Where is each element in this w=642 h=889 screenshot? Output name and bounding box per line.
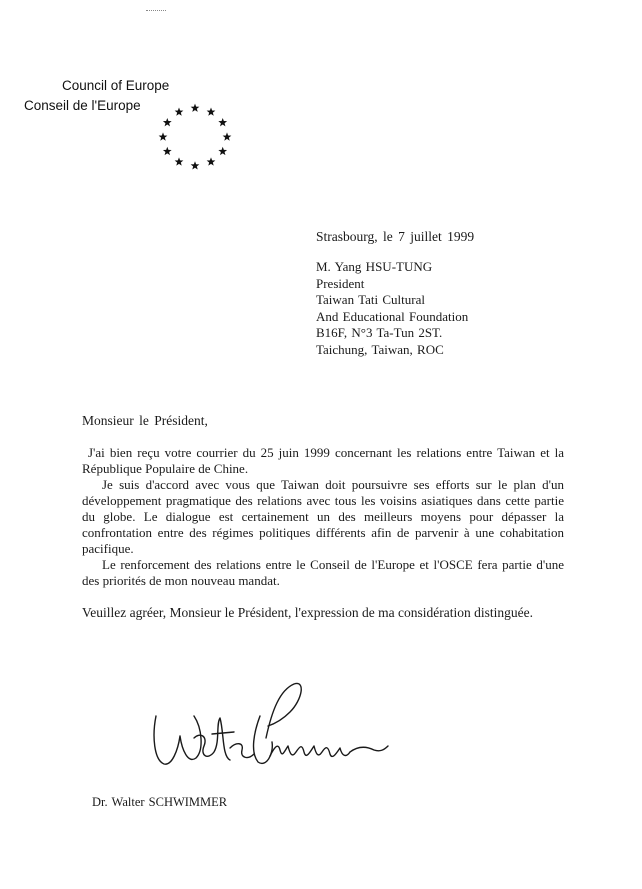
star-icon: [207, 157, 216, 165]
star-icon: [218, 147, 227, 155]
paragraph-2: Je suis d'accord avec vous que Taiwan doit poursuivre ses efforts sur le plan d'un développement pragmatique des relations avec tous les voisins asiatiques dans cette partie du globe. Le dialogue est certainement un des meilleurs moyens pour dépasser la confrontation entre des régimes politiques différents afin de parvenir à une cohabitation pacifique.: [82, 477, 564, 556]
recipient-org-line2: And Educational Foundation: [316, 308, 469, 324]
star-icon: [163, 118, 172, 126]
star-icon: [159, 132, 168, 140]
handwritten-signature-icon: [150, 676, 390, 772]
recipient-org-line1: Taiwan Tati Cultural: [316, 292, 425, 307]
eu-stars-icon: [150, 97, 240, 177]
star-icon: [223, 132, 232, 140]
recipient-street: B16F, N°3 Ta-Tun 2ST.: [316, 325, 443, 340]
signer-name: Dr. Walter SCHWIMMER: [92, 795, 228, 809]
star-icon: [207, 107, 216, 115]
star-icon: [191, 104, 200, 112]
place-date: Strasbourg, le 7 juillet 1999: [316, 229, 475, 244]
paragraph-3: Le renforcement des relations entre le Conseil de l'Europe et l'OSCE fera partie d'une des priorités de mon nouveau mandat.: [82, 557, 564, 588]
letterhead-french: Conseil de l'Europe: [24, 98, 141, 113]
star-icon: [163, 147, 172, 155]
star-icon: [191, 161, 200, 169]
star-icon: [175, 107, 184, 115]
scan-speck: [146, 10, 166, 15]
salutation: Monsieur le Président,: [82, 413, 208, 428]
recipient-title: President: [316, 275, 365, 291]
letterhead: [24, 76, 169, 116]
closing-formula: Veuillez agréer, Monsieur le Président, l'expression de ma considération distinguée.: [82, 605, 534, 620]
letterhead-english: Council of Europe: [62, 78, 170, 93]
recipient-name: M. Yang HSU-TUNG: [316, 259, 433, 274]
star-icon: [175, 157, 184, 165]
recipient-address: [316, 259, 468, 358]
letter-body: [82, 445, 564, 589]
paragraph-1: J'ai bien reçu votre courrier du 25 juin 1999 concernant les relations entre Taiwan et la République Populaire de Chine.: [82, 445, 564, 476]
star-icon: [218, 118, 227, 126]
recipient-city: Taichung, Taiwan, ROC: [316, 341, 444, 357]
